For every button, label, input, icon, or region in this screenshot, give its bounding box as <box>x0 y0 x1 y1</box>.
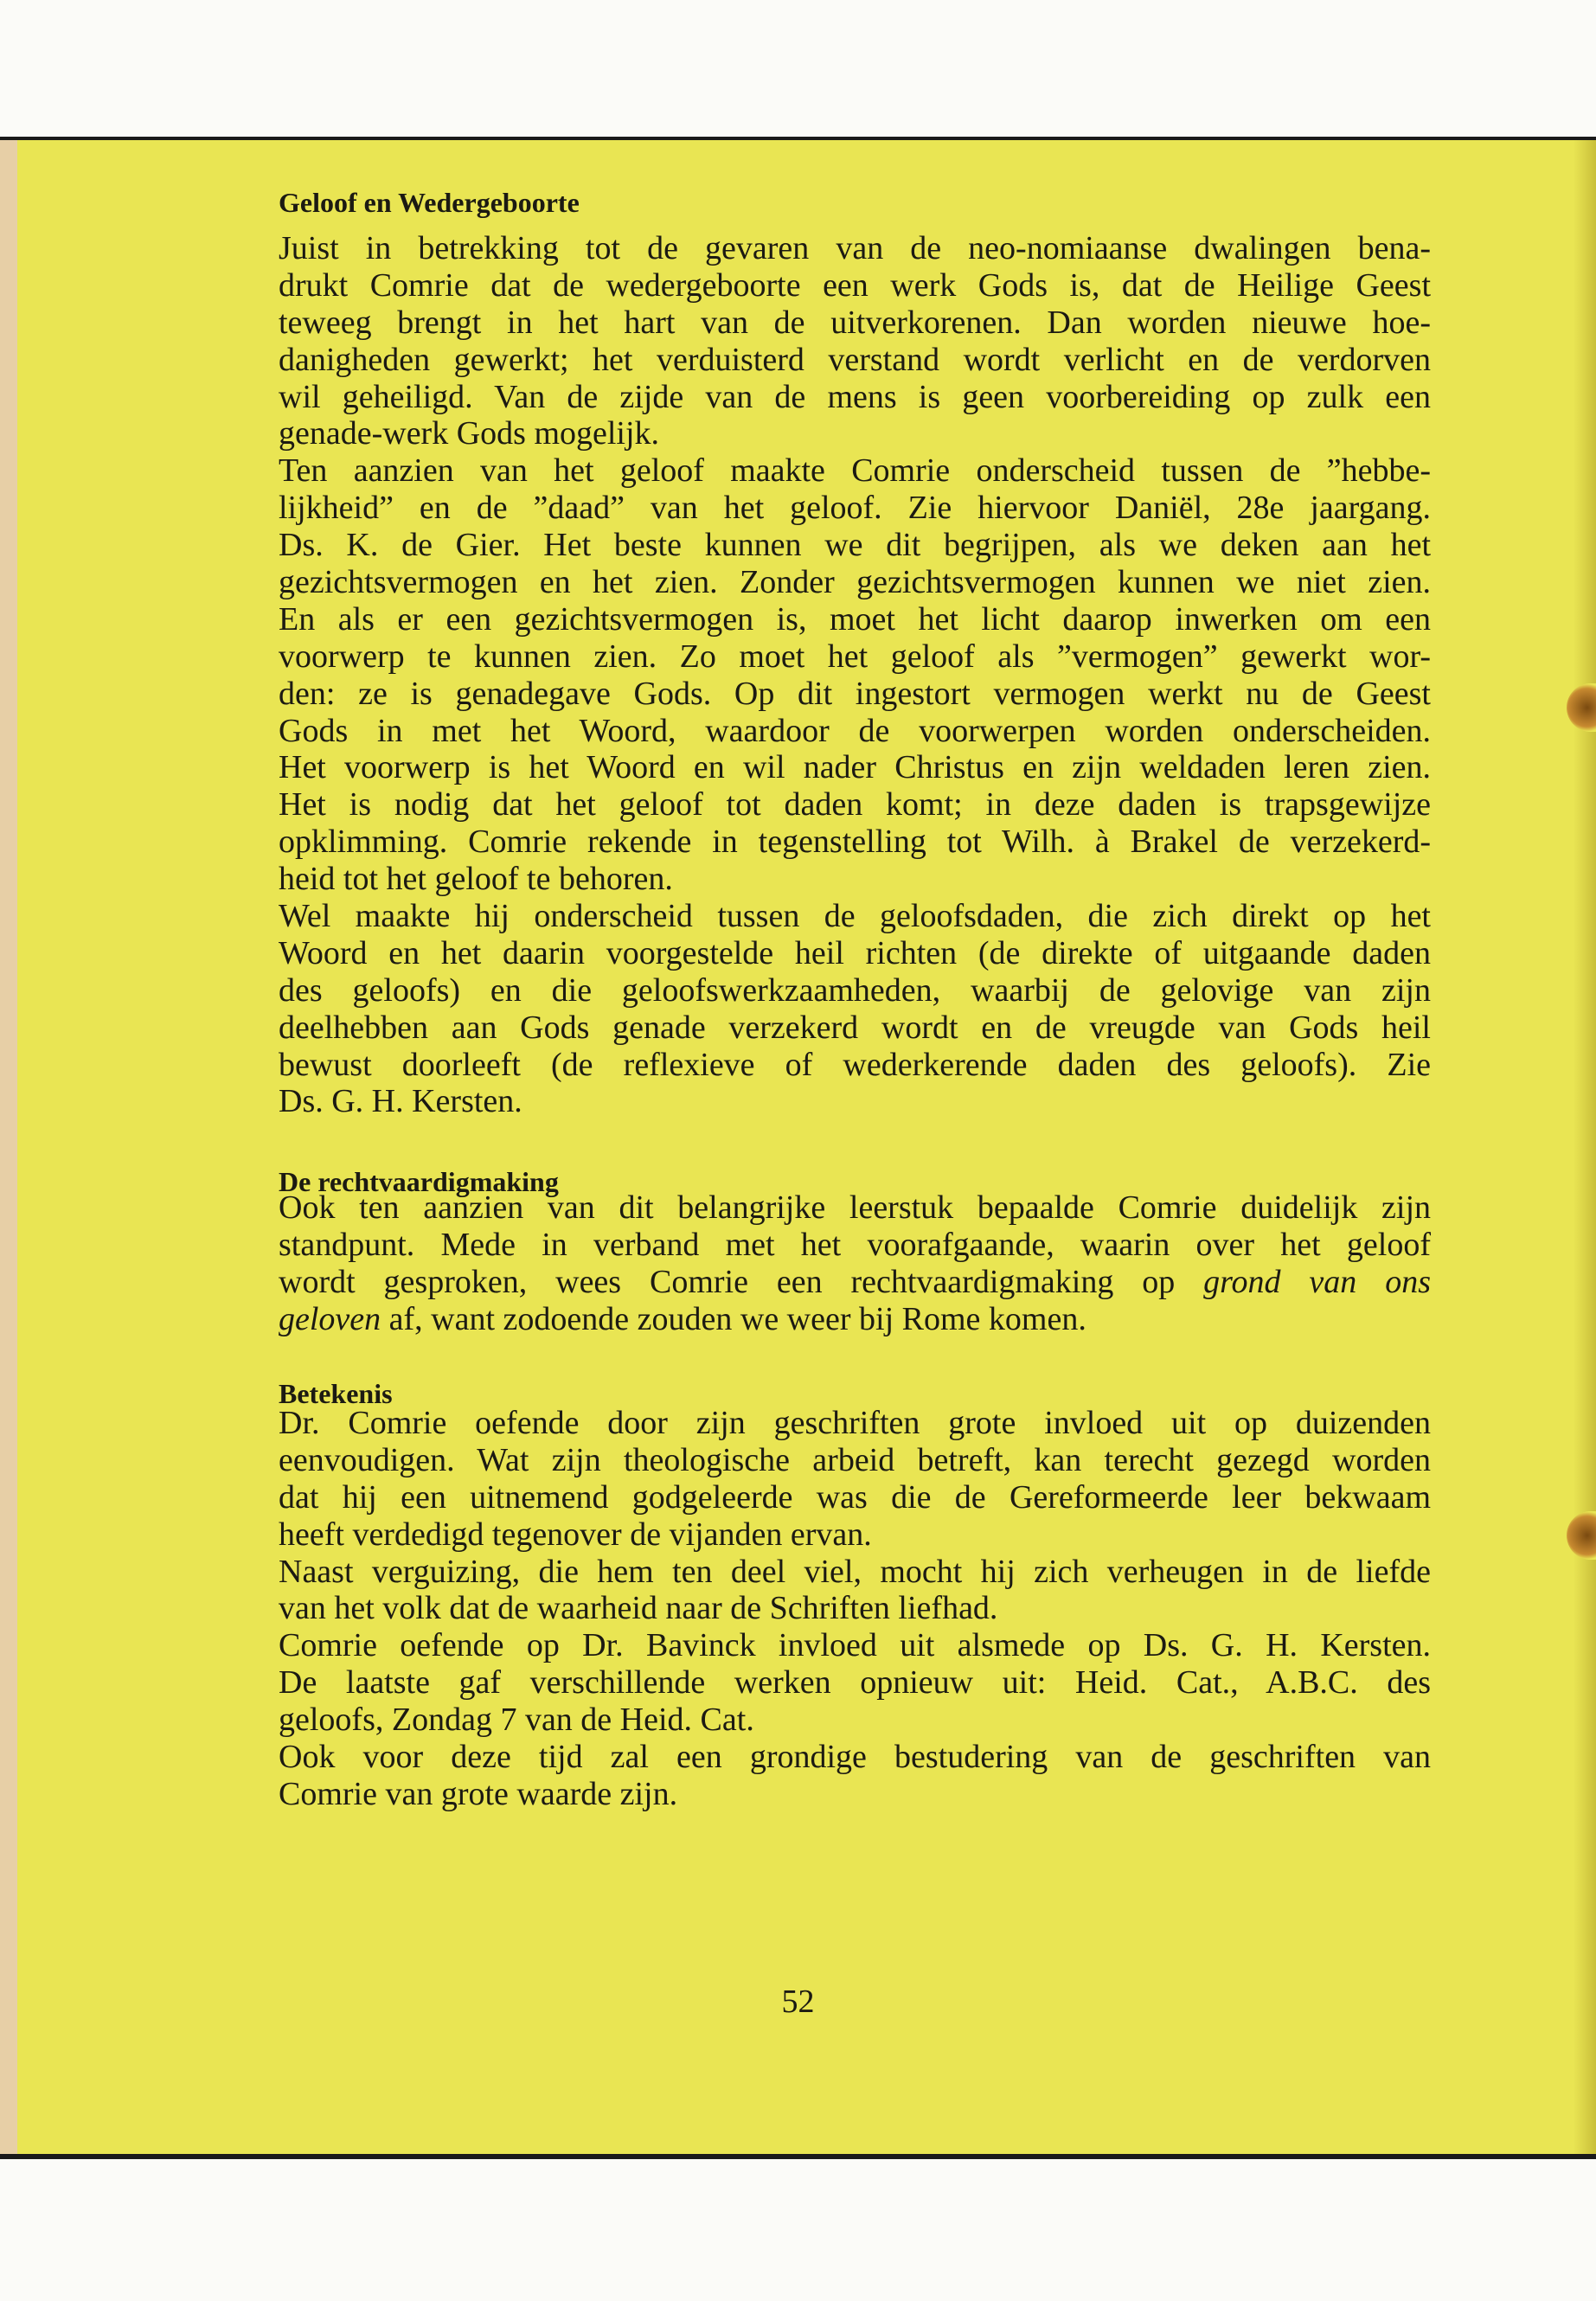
text-line: heid tot het geloof te behoren. <box>279 861 673 898</box>
text-line: genade-werk Gods mogelijk. <box>279 415 660 452</box>
binder-hole <box>1567 683 1596 732</box>
text-line: En als er een gezichtsvermogen is, moet het licht daarop inwerken om een <box>279 600 1431 638</box>
text-line: drukt Comrie dat de wedergeboorte een werk Gods is, dat de Heilige Geest <box>279 266 1431 304</box>
text-line: Comrie van grote waarde zijn. <box>279 1775 678 1812</box>
text-line <box>279 1301 1431 1338</box>
text-line: Ook ten aanzien van dit belangrijke leerstuk bepaalde Comrie duidelijk zijn <box>279 1189 1431 1226</box>
text-line <box>279 1264 1431 1301</box>
text-line: Juist in betrekking tot de gevaren van de neo-nomiaanse dwalingen bena- <box>279 230 1431 266</box>
text-line: heeft verdedigd tegenover de vijanden ervan. <box>279 1516 872 1553</box>
italic-text: geloven <box>279 1300 381 1337</box>
text-line: Ook voor deze tijd zal een grondige bestudering van de geschriften van <box>279 1739 1431 1776</box>
text-line: Dr. Comrie oefende door zijn geschriften grote invloed uit op duizenden <box>279 1405 1431 1441</box>
text-line: gezichtsvermogen en het zien. Zonder gezichtsvermogen kunnen we niet zien. <box>279 564 1431 601</box>
text-line: bewust doorleeft (de reflexieve of wederkerende daden des geloofs). Zie <box>279 1046 1431 1083</box>
text-line: Het is nodig dat het geloof tot daden komt; in deze daden is trapsgewijze <box>279 786 1431 824</box>
text-line: Comrie oefende op Dr. Bavinck invloed uit alsmede op Ds. G. H. Kersten. <box>279 1627 1431 1664</box>
text-line: Wel maakte hij onderscheid tussen de geloofsdaden, die zich direkt op het <box>279 898 1431 935</box>
italic-text: grond van ons <box>1203 1263 1431 1300</box>
text-line: Gods in met het Woord, waardoor de voorwerpen worden onderscheiden. <box>279 712 1431 749</box>
section-heading: Betekenis <box>279 1378 393 1409</box>
text-line: Ten aanzien van het geloof maakte Comrie onderscheid tussen de ”hebbe- <box>279 452 1431 490</box>
text-line: opklimming. Comrie rekende in tegenstelling tot Wilh. à Brakel de verzekerd- <box>279 824 1431 861</box>
page-edge-left <box>0 140 17 2154</box>
section-body <box>279 1405 1431 1813</box>
text-line: des geloofs) en die geloofswerkzaamheden, waarbij de gelovige van zijn <box>279 971 1431 1009</box>
text-line: Ds. G. H. Kersten. <box>279 1083 522 1120</box>
text-line: Ds. K. de Gier. Het beste kunnen we dit begrijpen, als we deken aan het <box>279 527 1431 564</box>
section-body <box>279 230 1431 1120</box>
text-line: lijkheid” en de ”daad” van het geloof. Zie hiervoor Daniël, 28e jaargang. <box>279 490 1431 527</box>
text-line: wil geheiligd. Van de zijde van de mens is geen voorbereiding op zulk een <box>279 378 1431 415</box>
text-line: geloofs, Zondag 7 van de Heid. Cat. <box>279 1702 754 1739</box>
text-line: voorwerp te kunnen zien. Zo moet het geloof als ”vermogen” gewerkt wor- <box>279 638 1431 675</box>
text-line: Naast verguizing, die hem ten deel viel, mocht hij zich verheugen in de liefde <box>279 1553 1431 1590</box>
text-line: danigheden gewerkt; het verduisterd verstand wordt verlicht en de verdorven <box>279 341 1431 378</box>
binder-hole <box>1567 1511 1596 1560</box>
section-heading: De rechtvaardigmaking <box>279 1166 559 1197</box>
text-line: Het voorwerp is het Woord en wil nader Christus en zijn weldaden leren zien. <box>279 749 1431 786</box>
text-line: den: ze is genadegave Gods. Op dit ingestort vermogen werkt nu de Geest <box>279 675 1431 712</box>
page-number: 52 <box>781 1984 815 2020</box>
text-line: Woord en het daarin voorgestelde heil richten (de direkte of uitgaande daden <box>279 934 1431 971</box>
text-segment: af, want zodoende zouden we weer bij Rome komen. <box>381 1300 1086 1337</box>
section-heading: Geloof en Wedergeboorte <box>279 187 580 218</box>
page-edge-right <box>1574 140 1596 2154</box>
text-line: eenvoudigen. Wat zijn theologische arbeid betreft, kan terecht gezegd worden <box>279 1441 1431 1478</box>
text-line: teweeg brengt in het hart van de uitverkorenen. Dan worden nieuwe hoe- <box>279 304 1431 341</box>
text-line: deelhebben aan Gods genade verzekerd wordt en de vreugde van Gods heil <box>279 1009 1431 1046</box>
text-segment: wordt gesproken, wees Comrie een rechtvaardigmaking op <box>279 1263 1204 1300</box>
text-line: standpunt. Mede in verband met het voorafgaande, waarin over het geloof <box>279 1226 1431 1263</box>
text-line: dat hij een uitnemend godgeleerde was die de Gereformeerde leer bekwaam <box>279 1478 1431 1516</box>
text-line: De laatste gaf verschillende werken opnieuw uit: Heid. Cat., A.B.C. des <box>279 1664 1431 1702</box>
section-body <box>279 1189 1431 1338</box>
text-line: van het volk dat de waarheid naar de Schriften liefhad. <box>279 1590 998 1627</box>
